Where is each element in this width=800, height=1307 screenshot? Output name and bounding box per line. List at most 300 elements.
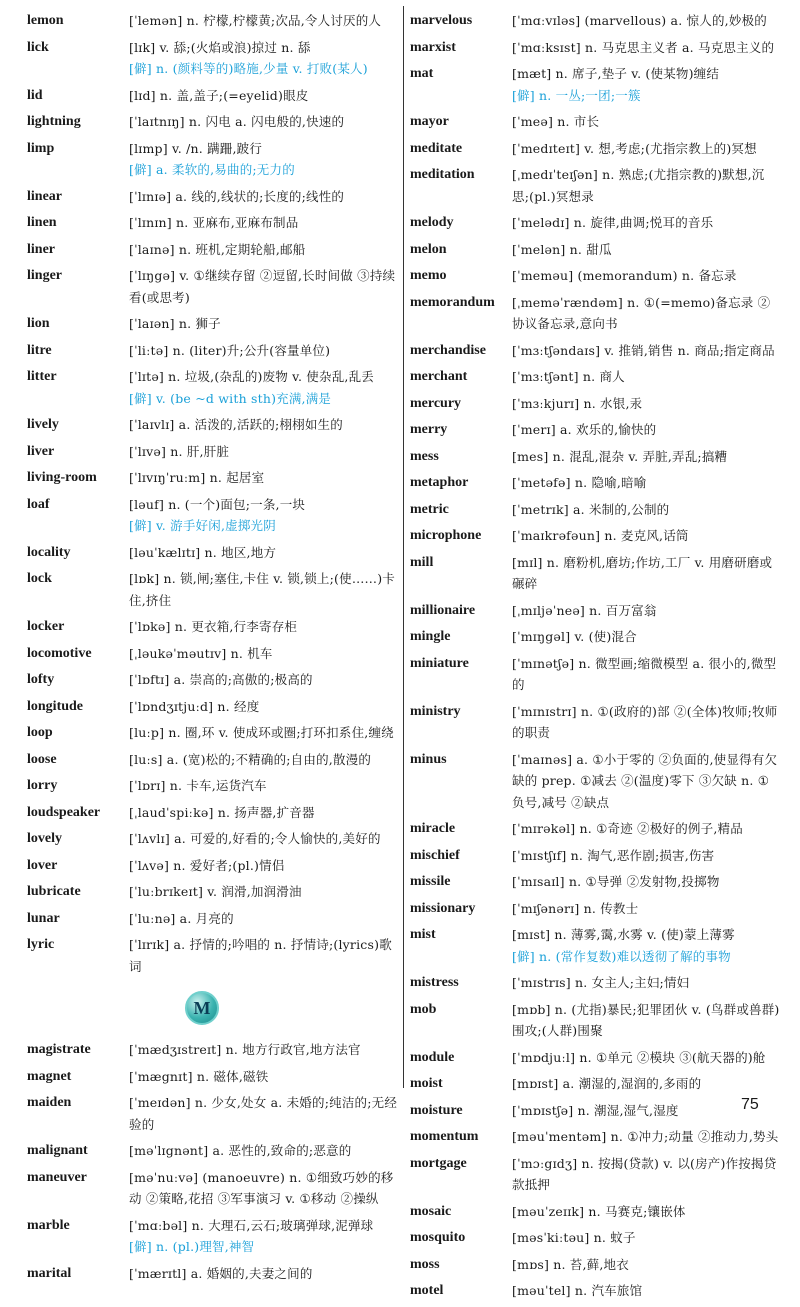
definition <box>512 239 780 261</box>
definition <box>129 722 399 744</box>
definition-text: [ˈmɪʃənərɪ] n. 传教士 <box>512 900 639 916</box>
headword: loose <box>27 751 57 767</box>
definition <box>512 1047 780 1069</box>
definition <box>512 845 780 867</box>
headword: linen <box>27 215 57 230</box>
definition-text: [ˈmɑːksɪst] n. 马克思主义者 a. 马克思主义的 <box>512 39 775 55</box>
dictionary-entry <box>410 292 780 335</box>
dictionary-entry <box>27 1167 399 1210</box>
definition-text: [luːs] a. (宽)松的;不精确的;自由的,散漫的 <box>129 751 372 767</box>
definition <box>129 85 399 107</box>
definition <box>129 828 399 850</box>
definition-text: [ˈlaɪən] n. 狮子 <box>129 316 221 331</box>
headword: mayor <box>410 114 449 129</box>
definition <box>512 1280 780 1302</box>
dictionary-entry <box>27 265 399 308</box>
dictionary-entry <box>27 85 399 107</box>
definition-text: [ˈmædʒɪstreɪt] n. 地方行政官,地方法官 <box>129 1042 361 1057</box>
definition <box>129 441 399 463</box>
headword: magistrate <box>27 1042 91 1057</box>
definition <box>512 525 780 547</box>
headword: limp <box>27 140 55 156</box>
dictionary-entry <box>410 499 780 521</box>
rare-usage-note: [僻] n. (pl.)理智,神智 <box>129 1239 255 1254</box>
headword: loudspeaker <box>27 804 101 820</box>
headword: lock <box>27 571 52 586</box>
definition <box>512 1254 780 1276</box>
definition <box>512 37 780 59</box>
definition <box>129 1092 399 1135</box>
dictionary-entry <box>410 265 780 287</box>
headword: moist <box>410 1076 443 1091</box>
definition-text: [ˈmɪŋgəl] v. (使)混合 <box>512 629 637 644</box>
definition <box>129 138 399 181</box>
dictionary-entry <box>27 111 399 133</box>
definition-text: [ˈlɒrɪ] n. 卡车,运货汽车 <box>129 778 267 793</box>
headword: locality <box>27 544 71 560</box>
dictionary-entry <box>27 669 399 691</box>
definition-text: [ˈlaɪnə] n. 班机,定期轮船,邮船 <box>129 241 306 257</box>
headword: lyric <box>27 937 55 952</box>
definition-text: [ˈmelən] n. 甜瓜 <box>512 241 612 257</box>
definition <box>512 111 780 133</box>
definition <box>129 696 399 718</box>
dictionary-entry <box>27 10 399 32</box>
rare-usage-note: [僻] n. (颜料等的)略施,少量 v. 打败(某人) <box>129 61 368 76</box>
definition-text: [lɪd] n. 盖,盖子;(=eyelid)眼皮 <box>129 87 309 103</box>
dictionary-entry <box>410 552 780 595</box>
definition <box>512 1201 780 1223</box>
dictionary-entry <box>410 972 780 994</box>
definition-text: [ˈmɪnətʃə] n. 微型画;缩微模型 a. 很小的,微型的 <box>512 655 777 692</box>
definition-text: [ˈlɪnɪn] n. 亚麻布,亚麻布制品 <box>129 215 299 230</box>
left-column <box>27 10 399 1289</box>
dictionary-entry <box>410 871 780 893</box>
definition <box>129 802 399 824</box>
dictionary-entry <box>410 1280 780 1302</box>
headword: metaphor <box>410 475 469 490</box>
definition <box>512 552 780 595</box>
dictionary-entry <box>410 164 780 207</box>
dictionary-entry <box>410 419 780 441</box>
definition <box>129 467 399 489</box>
dictionary-entry <box>27 1263 399 1285</box>
definition <box>512 626 780 648</box>
headword: mercury <box>410 395 462 411</box>
definition-text: [mɒb] n. (尤指)暴民;犯罪团伙 v. (鸟群或兽群)围攻;(人群)围聚 <box>512 1001 780 1038</box>
definition <box>129 881 399 903</box>
definition-text: [ˈmɔːgɪdʒ] n. 按揭(贷款) v. 以(房产)作按揭贷款抵押 <box>512 1155 777 1192</box>
definition <box>129 775 399 797</box>
dictionary-entry <box>27 828 399 850</box>
dictionary-entry <box>410 1100 780 1122</box>
definition <box>129 1263 399 1285</box>
dictionary-entry <box>27 414 399 436</box>
definition <box>129 37 399 80</box>
dictionary-entry <box>27 908 399 930</box>
definition-text: [lɪk] v. 舔;(火焰或浪)掠过 n. 舔 <box>129 39 311 55</box>
definition-text: [ˈmɪrəkəl] n. ①奇迹 ②极好的例子,精品 <box>512 821 743 836</box>
definition-text: [ˈlaɪtnɪŋ] n. 闪电 a. 闪电般的,快速的 <box>129 114 345 129</box>
headword: memorandum <box>410 294 495 310</box>
dictionary-entry <box>27 775 399 797</box>
definition-text: [ˈlɪvɪŋˈruːm] n. 起居室 <box>129 470 265 485</box>
headword: meditate <box>410 140 463 156</box>
definition <box>129 239 399 261</box>
column-divider <box>403 6 404 1088</box>
definition-text: [ˈmɪstʃɪf] n. 淘气,恶作剧;损害,伤害 <box>512 847 715 863</box>
definition <box>512 265 780 287</box>
definition-text: [ˈlɪnɪə] a. 线的,线状的;长度的;线性的 <box>129 188 345 204</box>
section-letter-badge <box>185 991 219 1025</box>
headword: mob <box>410 1001 437 1017</box>
definition <box>129 616 399 638</box>
headword: marvelous <box>410 13 473 28</box>
definition <box>129 643 399 665</box>
definition <box>512 138 780 160</box>
dictionary-entry <box>27 239 399 261</box>
definition <box>129 1066 399 1088</box>
definition-text: [ˈmɒdjuːl] n. ①单元 ②模块 ③(航天器的)舱 <box>512 1049 766 1065</box>
dictionary-entry <box>410 749 780 814</box>
headword: missionary <box>410 900 476 916</box>
dictionary-entry <box>410 1073 780 1095</box>
dictionary-entry <box>410 212 780 234</box>
definition <box>512 472 780 494</box>
definition-text: [məsˈkiːtəu] n. 蚊子 <box>512 1230 636 1245</box>
dictionary-entry <box>410 1126 780 1148</box>
definition-text: [məˈlɪgnənt] a. 恶性的,致命的;恶意的 <box>129 1143 352 1158</box>
headword: loaf <box>27 496 50 512</box>
dictionary-entry <box>27 1039 399 1061</box>
dictionary-entry <box>27 37 399 80</box>
dictionary-entry <box>27 696 399 718</box>
definition-text: [ˈmɜːtʃənt] n. 商人 <box>512 369 625 384</box>
definition-text: [məuˈzeɪɪk] n. 马赛克;镶嵌体 <box>512 1203 686 1219</box>
headword: mingle <box>410 629 451 644</box>
headword: lover <box>27 857 58 873</box>
dictionary-entry <box>410 626 780 648</box>
headword: locker <box>27 619 65 634</box>
definition-text: [ˈluːnə] a. 月亮的 <box>129 910 234 926</box>
definition <box>512 701 780 744</box>
headword: merchandise <box>410 342 486 358</box>
definition-text: [mɒɪst] a. 潮湿的,湿润的,多雨的 <box>512 1076 702 1091</box>
dictionary-entry <box>27 643 399 665</box>
definition <box>129 494 399 537</box>
headword: maiden <box>27 1095 72 1110</box>
dictionary-entry <box>27 881 399 903</box>
dictionary-entry <box>410 10 780 32</box>
definition-text: [ˈliːtə] n. (liter)升;公升(容量单位) <box>129 342 331 358</box>
definition <box>129 1039 399 1061</box>
definition <box>512 749 780 814</box>
definition-text: [ˈmægnɪt] n. 磁体,磁铁 <box>129 1068 269 1084</box>
definition <box>512 1073 780 1095</box>
definition-text: [ˈmaɪkrəfəun] n. 麦克风,话筒 <box>512 528 689 543</box>
headword: litter <box>27 369 57 384</box>
headword: melon <box>410 241 447 257</box>
dictionary-entry <box>27 542 399 564</box>
headword: moss <box>410 1256 440 1272</box>
definition-text: [ˌmedɪˈteɪʃən] n. 熟虑;(尤指宗教的)默想,沉思;(pl.)冥想录 <box>512 167 765 204</box>
dictionary-entry <box>410 366 780 388</box>
headword: lid <box>27 87 43 103</box>
definition-text: [ˈlɒftɪ] a. 崇高的;高傲的;极高的 <box>129 672 313 687</box>
headword: malignant <box>27 1143 88 1158</box>
headword: lion <box>27 316 50 331</box>
definition <box>129 212 399 234</box>
headword: liner <box>27 241 55 257</box>
definition <box>129 855 399 877</box>
headword: liver <box>27 443 55 459</box>
definition <box>512 924 780 967</box>
definition <box>512 1126 780 1148</box>
definition-text: [ˈlɪtə] n. 垃圾,(杂乱的)废物 v. 使杂乱,乱丢 <box>129 369 374 384</box>
section-letter: M <box>193 997 211 1018</box>
dictionary-entry <box>410 999 780 1042</box>
dictionary-entry <box>410 63 780 106</box>
definition-text: [məuˈtel] n. 汽车旅馆 <box>512 1283 643 1298</box>
definition-text: [ˈmɜːtʃəndaɪs] v. 推销,销售 n. 商品;指定商品 <box>512 342 775 358</box>
definition-text: [ˈmɑːvɪləs] (marvellous) a. 惊人的,妙极的 <box>512 13 767 28</box>
definition <box>129 265 399 308</box>
definition-text: [ˈlɪŋgə] v. ①继续存留 ②逗留,长时间做 ③持续看(或思考) <box>129 268 396 305</box>
definition <box>512 1153 780 1196</box>
dictionary-entry <box>27 568 399 611</box>
headword: mosaic <box>410 1203 452 1219</box>
definition <box>512 653 780 696</box>
headword: memo <box>410 268 447 283</box>
headword: lorry <box>27 778 58 793</box>
definition-text: [mɒs] n. 苔,藓,地衣 <box>512 1256 629 1272</box>
definition-text: [ˈmɑːbəl] n. 大理石,云石;玻璃弹球,泥弹球 <box>129 1217 374 1233</box>
headword: merchant <box>410 369 468 384</box>
definition-text: [ləuf] n. (一个)面包;一条,一块 <box>129 496 306 512</box>
headword: marxist <box>410 39 456 55</box>
definition-text: [məˈnuːvə] (manoeuvre) n. ①细致巧妙的移动 ②策略,花招 ③军事演习 v. ①移动 ②操纵 <box>129 1169 394 1206</box>
definition-text: [ˈmeməu] (memorandum) n. 备忘录 <box>512 268 737 283</box>
dictionary-entry <box>27 1066 399 1088</box>
definition <box>512 366 780 388</box>
definition <box>512 164 780 207</box>
definition <box>129 10 399 32</box>
dictionary-entry <box>410 818 780 840</box>
dictionary-entry <box>27 1215 399 1258</box>
headword: lightning <box>27 114 81 129</box>
definition-text: [mæt] n. 席子,垫子 v. (使某物)缠结 <box>512 66 720 81</box>
headword: millionaire <box>410 602 476 618</box>
dictionary-entry <box>27 1140 399 1162</box>
headword: missile <box>410 874 451 889</box>
definition-text: [ˈlɪrɪk] a. 抒情的;吟唱的 n. 抒情诗;(lyrics)歌词 <box>129 937 392 974</box>
headword: living-room <box>27 470 97 485</box>
dictionary-entry <box>27 313 399 335</box>
definition <box>512 446 780 468</box>
rare-usage-note: [僻] v. 游手好闲,虚掷光阴 <box>129 518 276 533</box>
dictionary-entry <box>410 1201 780 1223</box>
definition-text: [ˈmeɪdən] n. 少女,处女 a. 未婚的;纯洁的;无经验的 <box>129 1095 398 1132</box>
rare-usage-note: [僻] a. 柔软的,易曲的;无力的 <box>129 162 295 177</box>
definition-text: [ˈmærɪtl] a. 婚姻的,夫妻之间的 <box>129 1265 313 1281</box>
headword: momentum <box>410 1129 479 1144</box>
dictionary-entry <box>410 138 780 160</box>
definition-text: [ˈmerɪ] a. 欢乐的,愉快的 <box>512 422 657 437</box>
definition-text: [mes] n. 混乱,混杂 v. 弄脏,弄乱;搞糟 <box>512 448 728 464</box>
definition-text: [ˈmɒɪstʃə] n. 潮湿,湿气,湿度 <box>512 1102 679 1118</box>
headword: mortgage <box>410 1155 467 1171</box>
dictionary-entry <box>410 701 780 744</box>
page-number: 75 <box>741 1096 759 1113</box>
definition-text: [ˈmelədɪ] n. 旋律,曲调;悦耳的音乐 <box>512 215 714 230</box>
definition <box>512 600 780 622</box>
dictionary-entry <box>27 722 399 744</box>
rare-usage-note: [僻] n. (常作复数)难以透彻了解的事物 <box>512 948 731 964</box>
headword: marital <box>27 1265 72 1281</box>
entries-l <box>27 10 399 977</box>
headword: mill <box>410 554 434 570</box>
definition-text: [mɪl] n. 磨粉机,磨坊;作坊,工厂 v. 用磨研磨或碾碎 <box>512 554 773 591</box>
definition-text: [ˈlemən] n. 柠檬,柠檬黄;次品,令人讨厌的人 <box>129 13 382 28</box>
headword: mistress <box>410 975 459 990</box>
headword: locomotive <box>27 645 92 661</box>
definition-text: [ˈmedɪteɪt] v. 想,考虑;(尤指宗教上的)冥想 <box>512 140 757 156</box>
definition <box>512 898 780 920</box>
dictionary-entry <box>410 393 780 415</box>
definition-text: [ˈmetrɪk] a. 米制的,公制的 <box>512 501 670 517</box>
headword: melody <box>410 215 454 230</box>
definition <box>129 568 399 611</box>
dictionary-entry <box>27 802 399 824</box>
definition-text: [lɪmp] v. /n. 蹒跚,跛行 <box>129 140 263 156</box>
definition <box>512 1100 780 1122</box>
headword: lunar <box>27 910 60 926</box>
definition <box>129 908 399 930</box>
headword: module <box>410 1049 455 1065</box>
headword: lick <box>27 39 49 55</box>
definition <box>129 111 399 133</box>
definition-text: [luːp] n. 圈,环 v. 使成环或圈;打环扣系住,缠绕 <box>129 725 394 740</box>
right-column <box>410 10 780 1307</box>
rare-usage-note: [僻] n. 一丛;一团;一簇 <box>512 87 641 103</box>
definition <box>512 393 780 415</box>
dictionary-entry <box>27 934 399 977</box>
dictionary-entry <box>27 366 399 409</box>
headword: magnet <box>27 1068 72 1084</box>
definition-text: [ˈmɪstrɪs] n. 女主人;主妇;情妇 <box>512 975 690 990</box>
headword: metric <box>410 501 449 517</box>
definition <box>129 366 399 409</box>
definition-text: [ˈmaɪnəs] a. ①小于零的 ②负面的,使显得有欠缺的 prep. ①减去 ②(温度)零下 ③欠缺 n. ①负号,减号 ②缺点 <box>512 751 778 810</box>
definition <box>512 63 780 106</box>
definition-text: [məuˈmentəm] n. ①冲力;动量 ②推动力,势头 <box>512 1129 779 1144</box>
definition <box>129 186 399 208</box>
definition <box>512 419 780 441</box>
dictionary-entry <box>27 1092 399 1135</box>
definition <box>512 499 780 521</box>
definition-text: [lɒk] n. 锁,闸;塞住,卡住 v. 锁,锁上;(使……)卡住,挤住 <box>129 571 395 608</box>
definition-text: [ˈlɒkə] n. 更衣箱,行李寄存柜 <box>129 619 298 634</box>
definition <box>129 313 399 335</box>
dictionary-entry <box>410 446 780 468</box>
dictionary-entry <box>410 1047 780 1069</box>
definition-text: [ləuˈkælɪtɪ] n. 地区,地方 <box>129 544 277 560</box>
dictionary-entry <box>410 1153 780 1196</box>
headword: motel <box>410 1283 444 1298</box>
definition-text: [ˈmetəfə] n. 隐喻,暗喻 <box>512 475 647 490</box>
dictionary-entry <box>27 467 399 489</box>
headword: lemon <box>27 13 64 28</box>
definition-text: [mɪst] n. 薄雾,霭,水雾 v. (使)蒙上薄雾 <box>512 927 735 942</box>
headword: loop <box>27 725 53 740</box>
headword: mosquito <box>410 1230 466 1245</box>
dictionary-entry <box>410 472 780 494</box>
dictionary-entry <box>27 855 399 877</box>
definition-text: [ˈmɪnɪstrɪ] n. ①(政府的)部 ②(全体)牧师;牧师的职责 <box>512 703 778 740</box>
definition-text: [ˌmeməˈrændəm] n. ①(=memo)备忘录 ②协议备忘录,意向书 <box>512 294 771 331</box>
definition-text: [ˌlaudˈspiːkə] n. 扬声器,扩音器 <box>129 804 315 820</box>
definition <box>129 414 399 436</box>
headword: lively <box>27 417 59 432</box>
definition <box>129 1167 399 1210</box>
headword: maneuver <box>27 1169 87 1185</box>
headword: mist <box>410 927 436 942</box>
headword: lubricate <box>27 884 81 899</box>
dictionary-entry <box>27 616 399 638</box>
definition-text: [ˈlaɪvlɪ] a. 活泼的,活跃的;栩栩如生的 <box>129 417 343 432</box>
definition-text: [ˈluːbrɪkeɪt] v. 润滑,加润滑油 <box>129 884 302 899</box>
dictionary-entry <box>27 494 399 537</box>
definition-text: [ˈlʌvlɪ] a. 可爱的,好看的;令人愉快的,美好的 <box>129 831 381 846</box>
headword: ministry <box>410 703 461 719</box>
definition <box>512 999 780 1042</box>
dictionary-entry <box>27 749 399 771</box>
dictionary-entry <box>410 111 780 133</box>
headword: longitude <box>27 698 84 714</box>
definition-text: [ˈlʌvə] n. 爱好者;(pl.)情侣 <box>129 857 285 873</box>
definition-text: [ˌmɪljəˈneə] n. 百万富翁 <box>512 602 657 618</box>
definition-text: [ˌləukəˈməutɪv] n. 机车 <box>129 645 273 661</box>
headword: mischief <box>410 847 460 863</box>
definition <box>512 10 780 32</box>
dictionary-entry <box>410 239 780 261</box>
definition <box>129 542 399 564</box>
definition-text: [ˈmeə] n. 市长 <box>512 114 600 129</box>
headword: moisture <box>410 1102 463 1118</box>
definition <box>512 1227 780 1249</box>
headword: litre <box>27 342 52 358</box>
definition <box>129 1140 399 1162</box>
definition <box>129 1215 399 1258</box>
dictionary-entry <box>27 138 399 181</box>
dictionary-entry <box>27 186 399 208</box>
dictionary-entry <box>410 525 780 547</box>
dictionary-entry <box>27 441 399 463</box>
definition <box>129 934 399 977</box>
definition <box>512 818 780 840</box>
definition-text: [ˈmɜːkjurɪ] n. 水银,汞 <box>512 395 643 411</box>
headword: mess <box>410 448 439 464</box>
headword: mat <box>410 66 434 81</box>
definition-text: [ˈlɒndʒɪtjuːd] n. 经度 <box>129 698 260 714</box>
headword: minus <box>410 751 447 767</box>
definition-text: [ˈmɪsaɪl] n. ①导弹 ②发射物,投掷物 <box>512 874 720 889</box>
dictionary-entry <box>410 845 780 867</box>
dictionary-entry <box>410 653 780 696</box>
definition <box>129 669 399 691</box>
definition <box>512 972 780 994</box>
headword: microphone <box>410 528 482 543</box>
